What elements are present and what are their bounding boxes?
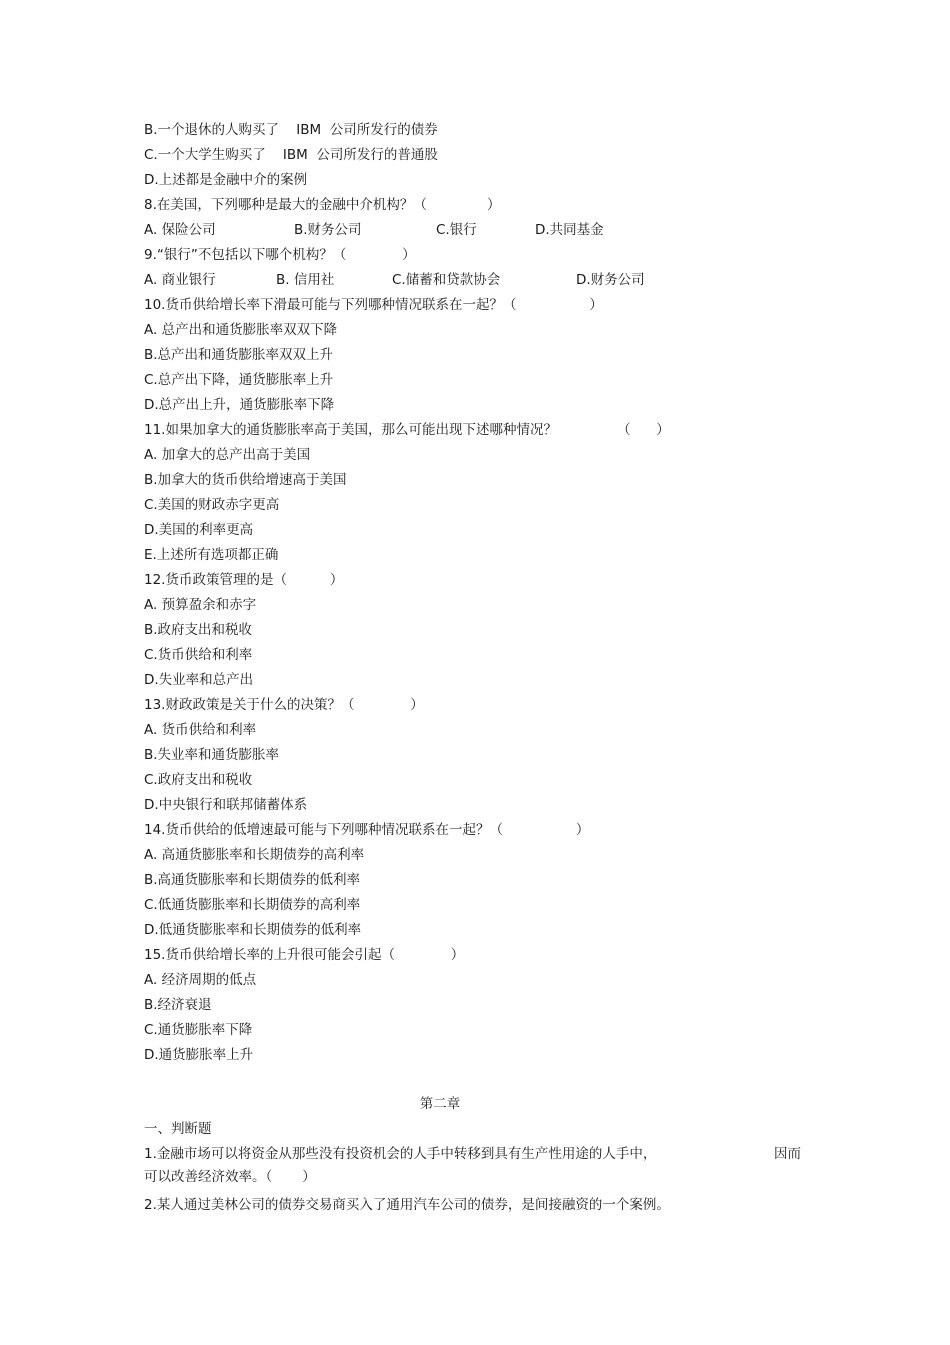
q7-option-d: D.上述都是金融中介的案例: [144, 172, 308, 188]
q12-option-b: B.政府支出和税收: [144, 622, 253, 638]
question-13: 13.财政政策是关于什么的决策？（ ）: [144, 697, 424, 713]
question-14: 14.货币供给的低增速最可能与下列哪种情况联系在一起？（ ）: [144, 822, 590, 838]
q12-option-d: D.失业率和总产出: [144, 672, 254, 688]
tf-question-1: [144, 1145, 801, 1163]
q15-option-a: A. 经济周期的低点: [144, 972, 257, 988]
q14-option-a: A. 高通货膨胀率和长期债券的高利率: [144, 847, 365, 863]
q8-option-b: B.财务公司: [294, 222, 362, 238]
q13-option-d: D.中央银行和联邦储蓄体系: [144, 797, 308, 813]
question-12: 12.货币政策管理的是（ ）: [144, 572, 344, 588]
q11-option-b: B.加拿大的货币供给增速高于美国: [144, 472, 347, 488]
q14-option-d: D.低通货膨胀率和长期债券的低利率: [144, 922, 362, 938]
question-8: 8.在美国，下列哪种是最大的金融中介机构？（ ）: [144, 197, 501, 213]
q10-option-c: C.总产出下降，通货膨胀率上升: [144, 372, 334, 388]
q14-option-c: C.低通货膨胀率和长期债券的高利率: [144, 897, 361, 913]
q11-option-e: E.上述所有选项都正确: [144, 547, 279, 563]
tf-question-2: 2.某人通过美林公司的债券交易商买入了通用汽车公司的债券，是间接融资的一个案例。: [144, 1197, 670, 1213]
q12-option-c: C.货币供给和利率: [144, 647, 253, 663]
q9-option-b: B. 信用社: [276, 272, 335, 288]
q7-option-b: B.一个退休的人购买了 IBM 公司所发行的债券: [144, 122, 438, 138]
tf-question-1-text: 1.金融市场可以将资金从那些没有投资机会的人手中转移到具有生产性用途的人手中，: [144, 1146, 657, 1162]
q9-option-d: D.财务公司: [576, 272, 645, 288]
q9-option-c: C.储蓄和贷款协会: [392, 272, 501, 288]
question-15: 15.货币供给增长率的上升很可能会引起（ ）: [144, 947, 465, 963]
q14-option-b: B.高通货膨胀率和长期债券的低利率: [144, 872, 361, 888]
q7-option-c: C.一个大学生购买了 IBM 公司所发行的普通股: [144, 147, 438, 163]
q10-option-b: B.总产出和通货膨胀率双双上升: [144, 347, 334, 363]
q8-option-c: C.银行: [436, 222, 477, 238]
q8-option-d: D.共同基金: [535, 222, 604, 238]
tf-question-1-continuation: 因而: [774, 1146, 801, 1162]
q10-option-d: D.总产出上升，通货膨胀率下降: [144, 397, 335, 413]
question-9: 9.“银行”不包括以下哪个机构？（ ）: [144, 247, 416, 263]
q9-options-row: [144, 271, 645, 289]
q11-option-c: C.美国的财政赤字更高: [144, 497, 280, 513]
question-10: 10.货币供给增长率下滑最可能与下列哪种情况联系在一起？（ ）: [144, 297, 603, 313]
q11-option-d: D.美国的利率更高: [144, 522, 254, 538]
q15-option-c: C.通货膨胀率下降: [144, 1022, 253, 1038]
section-title: 一、判断题: [144, 1121, 212, 1137]
q8-options-row: [144, 221, 604, 239]
q13-option-a: A. 货币供给和利率: [144, 722, 257, 738]
q15-option-b: B.经济衰退: [144, 997, 212, 1013]
q11-option-a: A. 加拿大的总产出高于美国: [144, 447, 311, 463]
q9-option-a: A. 商业银行: [144, 272, 216, 288]
chapter-title: 第二章: [419, 1096, 461, 1112]
question-11: 11.如果加拿大的通货膨胀率高于美国，那么可能出现下述哪种情况？ （ ）: [144, 422, 670, 438]
q13-option-c: C.政府支出和税收: [144, 772, 253, 788]
tf-question-1-line2: 可以改善经济效率。（ ）: [144, 1169, 316, 1185]
q12-option-a: A. 预算盈余和赤字: [144, 597, 257, 613]
q15-option-d: D.通货膨胀率上升: [144, 1047, 254, 1063]
q13-option-b: B.失业率和通货膨胀率: [144, 747, 280, 763]
q8-option-a: A. 保险公司: [144, 222, 216, 238]
q10-option-a: A. 总产出和通货膨胀率双双下降: [144, 322, 338, 338]
